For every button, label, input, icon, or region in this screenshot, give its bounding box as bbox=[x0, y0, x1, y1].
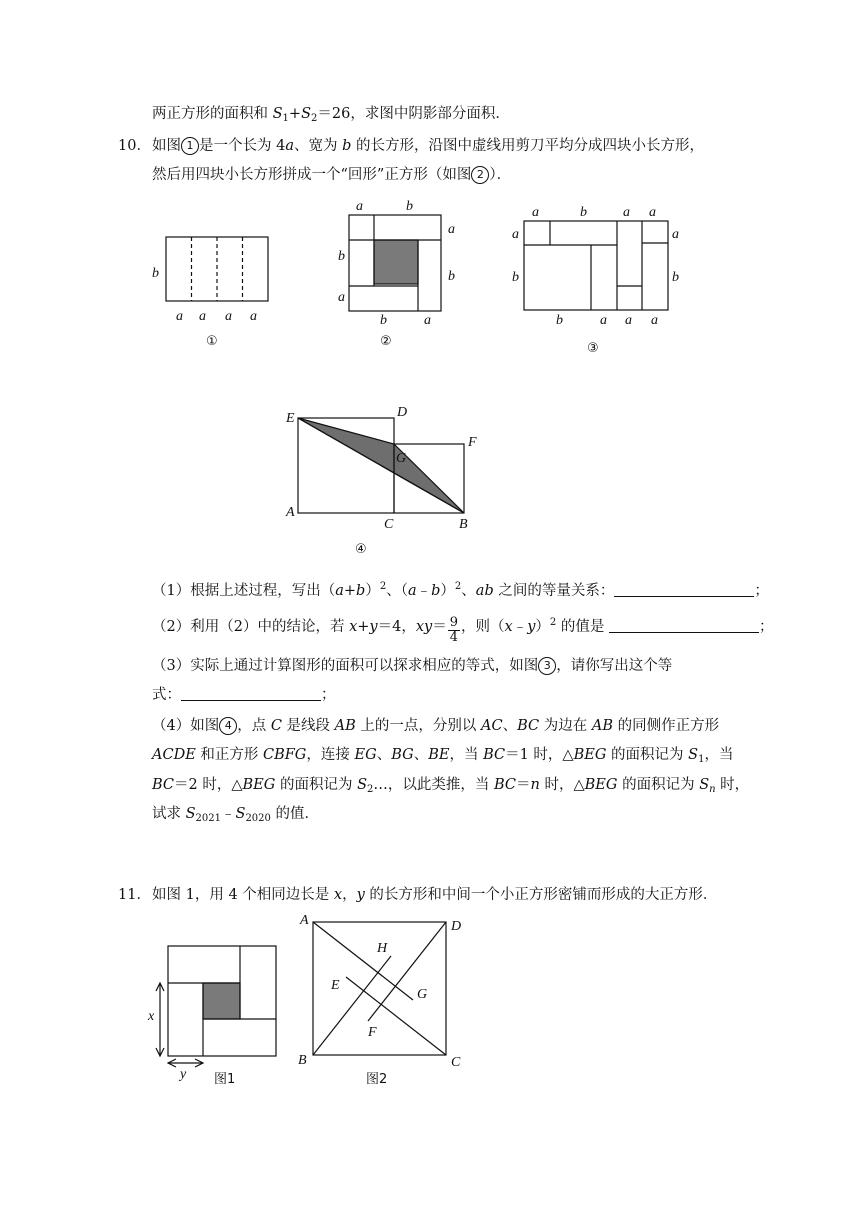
svg-text:a: a bbox=[225, 309, 232, 324]
svg-text:E: E bbox=[331, 978, 340, 993]
svg-text:b: b bbox=[338, 249, 345, 264]
svg-text:a: a bbox=[512, 227, 519, 242]
fig4-caption: ④ bbox=[355, 542, 367, 557]
q10-part4-line3: BC＝2 时，△BEG 的面积记为 $S_2\dots$，以此类推，当 BC＝n 时，△BEG 的面积记为 $S_n$ 时， bbox=[152, 777, 750, 795]
svg-text:H: H bbox=[377, 941, 388, 956]
fig1-label-b: b bbox=[152, 266, 159, 281]
svg-text:y: y bbox=[180, 1067, 187, 1082]
q10-part2: （2）利用（2）中的结论，若 x+y＝4，xy＝ $\frac{9}{4}$ ，则（x﹣y）$^2$ 的值是 ； bbox=[152, 615, 774, 645]
q10-part3-line1: （3）实际上通过计算图形的面积可以探求相应的等式，如图 3 ，请你写出这个等 bbox=[152, 658, 673, 674]
svg-text:A: A bbox=[286, 505, 295, 520]
q10-part3-line2: 式： ； bbox=[152, 687, 336, 703]
svg-text:C: C bbox=[384, 517, 394, 532]
part2-answer-blank[interactable] bbox=[609, 618, 759, 633]
q10-part4-line2: ACDE 和正方形 CBFG，连接 EG、BG、BE，当 BC＝1 时，△BEG 的面积记为 $S_1$，当 bbox=[152, 747, 734, 765]
svg-text:x: x bbox=[148, 1009, 155, 1024]
q10-number: 10． bbox=[118, 138, 151, 154]
svg-text:a: a bbox=[250, 309, 257, 324]
svg-text:G: G bbox=[396, 451, 407, 466]
svg-text:a: a bbox=[356, 199, 363, 214]
q10-part4-line1: （4）如图 4 ，点 C 是线段 AB 上的一点，分别以 AC、BC 为边在 AB 的同侧作正方形 bbox=[152, 718, 720, 734]
svg-text:F: F bbox=[368, 1025, 377, 1040]
fig1-caption: ① bbox=[206, 334, 218, 349]
svg-text:b: b bbox=[448, 269, 455, 284]
svg-text:E: E bbox=[286, 411, 295, 426]
svg-text:a: a bbox=[176, 309, 183, 324]
svg-text:F: F bbox=[468, 435, 477, 450]
figure-4 bbox=[298, 418, 464, 513]
q11-number: 11． bbox=[118, 887, 151, 903]
svg-text:B: B bbox=[298, 1053, 307, 1068]
q9-tail: 两正方形的面积和 $S_1+S_2=26$，求图中阴影部分面积． bbox=[152, 106, 510, 124]
svg-text:a: a bbox=[600, 313, 607, 328]
svg-text:a: a bbox=[625, 313, 632, 328]
svg-text:b: b bbox=[406, 199, 413, 214]
figure-3 bbox=[524, 221, 668, 310]
figure-1 bbox=[166, 237, 268, 301]
svg-text:a: a bbox=[651, 313, 658, 328]
svg-text:b: b bbox=[580, 205, 587, 220]
svg-text:G: G bbox=[417, 987, 428, 1002]
svg-text:a: a bbox=[338, 290, 345, 305]
svg-text:C: C bbox=[451, 1055, 461, 1070]
svg-text:a: a bbox=[448, 222, 455, 237]
q10-intro-line2: 然后用四块小长方形拼成一个“回形”正方形（如图 2 ）． bbox=[152, 167, 512, 183]
q10-part1: （1）根据上述过程，写出$(a+b)^2$、（a﹣b）$^2$、ab 之间的等量关系： ； bbox=[152, 581, 769, 599]
svg-text:a: a bbox=[199, 309, 206, 324]
q11-intro: 如图 1，用 4 个相同边长是 x，y 的长方形和中间一个小正方形密铺而形成的大正方形． bbox=[152, 887, 718, 903]
svg-text:b: b bbox=[512, 270, 519, 285]
svg-text:A: A bbox=[300, 913, 309, 928]
q11-figure-1 bbox=[156, 946, 276, 1067]
svg-text:a: a bbox=[623, 205, 630, 220]
fig3-caption: ③ bbox=[587, 341, 599, 356]
svg-text:D: D bbox=[397, 405, 408, 420]
q10-part4-line4: 试求 $S_{2021}﹣S_{2020}$ 的值． bbox=[152, 806, 319, 824]
part1-answer-blank[interactable] bbox=[614, 582, 754, 597]
svg-text:D: D bbox=[451, 919, 462, 934]
fig2-caption: ② bbox=[380, 334, 392, 349]
svg-text:b: b bbox=[556, 313, 563, 328]
figure-2 bbox=[349, 215, 441, 311]
svg-text:B: B bbox=[459, 517, 468, 532]
q10-intro-line1: 如图 1 是一个长为 4a、宽为 b 的长方形，沿图中虚线用剪刀平均分成四块小长方形， bbox=[152, 138, 705, 154]
svg-text:a: a bbox=[649, 205, 656, 220]
part3-answer-blank[interactable] bbox=[181, 686, 321, 701]
fraction-9-4: $\frac{9}{4}$ bbox=[449, 615, 458, 645]
svg-text:a: a bbox=[424, 313, 431, 328]
svg-text:b: b bbox=[380, 313, 387, 328]
svg-text:a: a bbox=[672, 227, 679, 242]
svg-text:b: b bbox=[672, 270, 679, 285]
svg-text:a: a bbox=[532, 205, 539, 220]
q11-caption-fig1: 图1 bbox=[214, 1072, 236, 1087]
q11-caption-fig2: 图2 bbox=[366, 1072, 388, 1087]
